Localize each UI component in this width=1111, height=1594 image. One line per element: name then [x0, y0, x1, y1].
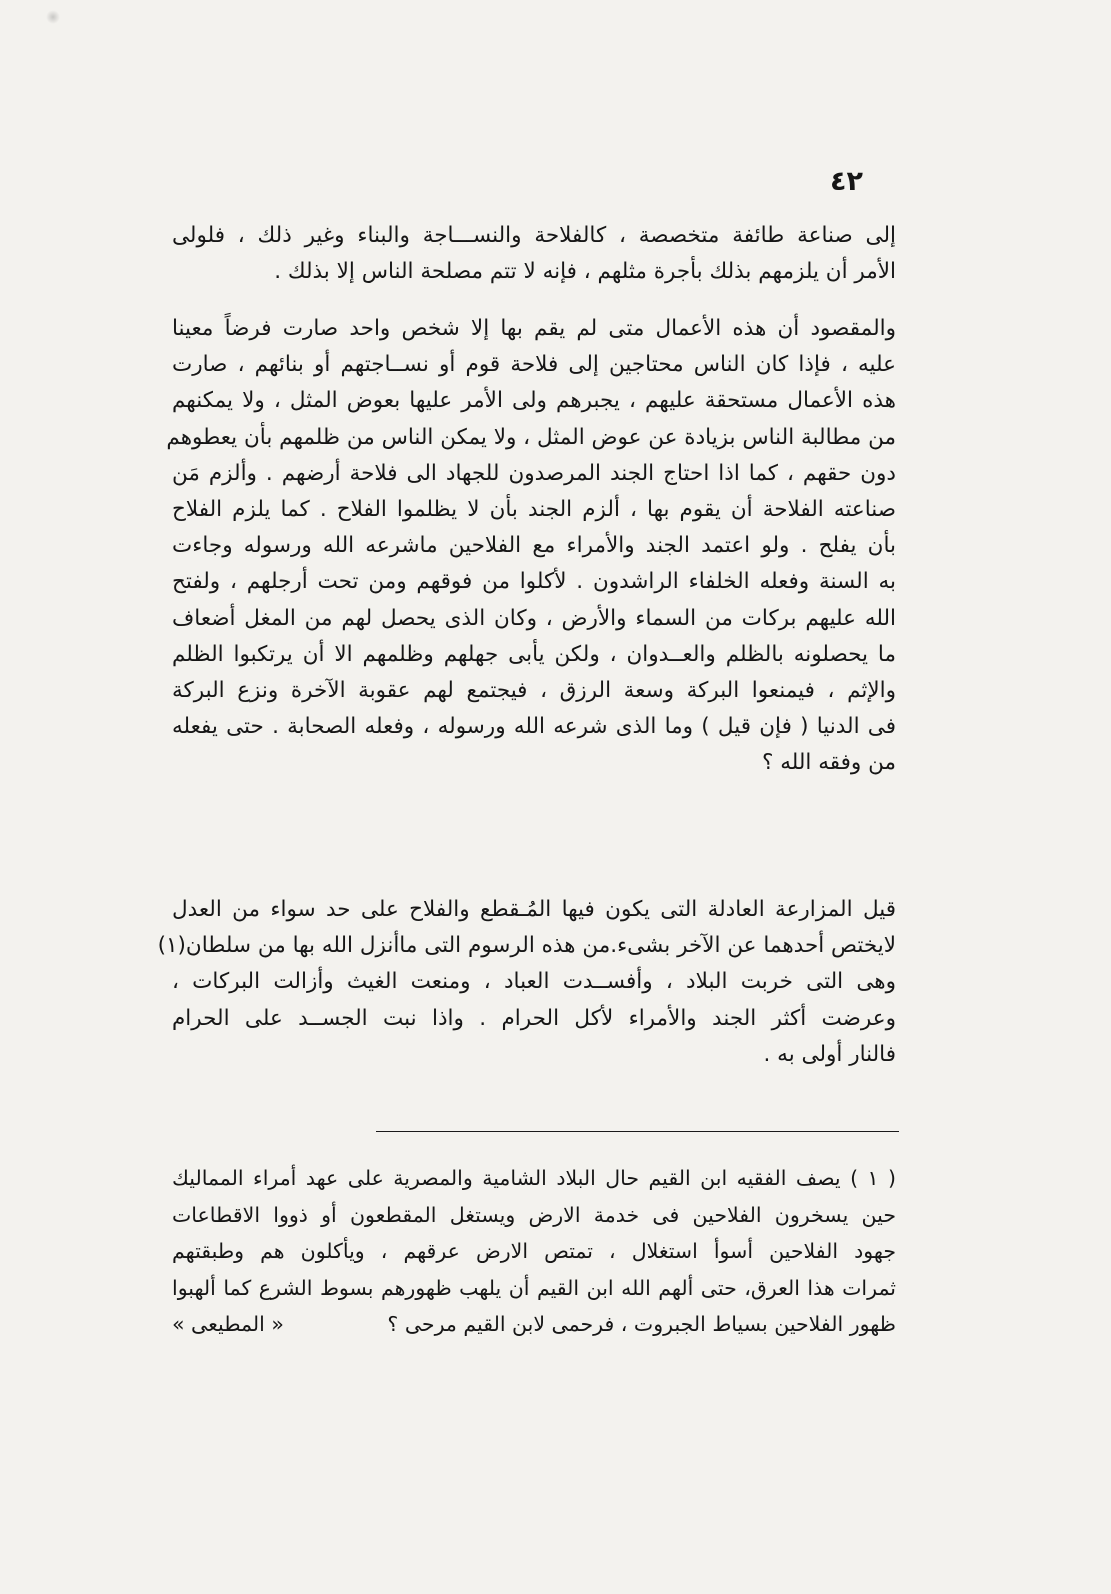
text-line: من مطالبة الناس بزيادة عن عوض المثل ، ولا يمكن الناس من ظلمهم بأن يعطوهم: [166, 424, 896, 450]
footnote-line: ظهور الفلاحين بسياط الجبروت ، فرحمى لابن القيم مرحى ؟: [387, 1312, 896, 1337]
footnote-line: ( ١ ) يصف الفقيه ابن القيم حال البلاد الشامية والمصرية على عهد أمراء المماليك: [172, 1166, 897, 1190]
text-line: إلى صناعة طائفة متخصصة ، كالفلاحة والنســـاجة والبناء وغير ذلك ، فلولى: [172, 223, 896, 248]
text-line: وعرضت أكثر الجند والأمراء لأكل الحرام . واذا نبت الجســد على الحرام: [172, 1005, 896, 1031]
text-line: الله عليهم بركات من السماء والأرض ، وكان الذى يحصل لهم من المغل أضعاف: [172, 605, 896, 631]
footnote-line: حين يسخرون الفلاحين فى خدمة الارض ويستغل المقطعون أو ذووا الاقطاعات: [172, 1202, 896, 1227]
footnote: [172, 1160, 896, 1343]
text-line: عليه ، فإذا كان الناس محتاجين إلى فلاحة قوم أو نســاجتهم أو بنائهم ، صارت: [172, 352, 896, 378]
text-line: من وفقه الله ؟: [761, 750, 896, 776]
text-line: بأن يفلح . ولو اعتمد الجند والأمراء مع الفلاحين ماشرعه الله ورسوله وجاءت: [172, 533, 896, 559]
footnote-last-line: [172, 1306, 896, 1343]
footnote-line: جهود الفلاحين أسوأ استغلال ، تمتص الارض عرقهم ، ويأكلون هم وطبقتهم: [172, 1239, 896, 1264]
text-line: وهى التى خربت البلاد ، وأفســدت العباد ، ومنعت الغيث وأزالت البركات ،: [172, 969, 896, 995]
text-line: والمقصود أن هذه الأعمال متى لم يقم بها إلا شخص واحد صارت فرضاً معينا: [172, 316, 896, 341]
text-line: دون حقهم ، كما اذا احتاج الجند المرصدون للجهاد الى فلاحة أرضهم . وألزم مَن: [172, 460, 896, 486]
footnote-divider: [376, 1131, 899, 1132]
text-line: والإثم ، فيمنعوا البركة وسعة الرزق ، فيجتمع لهم عقوبة الآخرة ونزع البركة: [172, 678, 896, 704]
footnote-line: ثمرات هذا العرق، حتى ألهم الله ابن القيم أن يلهب ظهورهم بسوط الشرع كما ألهبوا: [172, 1275, 896, 1300]
text-line: فالنار أولى به .: [763, 1041, 896, 1067]
text-line: صناعته الفلاحة أن يقوم بها ، ألزم الجند بأن لا يظلموا الفلاح . كما يلزم الفلاح: [172, 497, 896, 523]
text-line: ما يحصلونه بالظلم والعــدوان ، ولكن يأبى جهلهم وظلمهم الا أن يرتكبوا الظلم: [172, 641, 896, 667]
paragraph-1: [172, 218, 896, 290]
page-number: ٤٢: [830, 166, 863, 197]
text-line: الأمر أن يلزمهم بذلك بأجرة مثلهم ، فإنه لا تتم مصلحة الناس إلا بذلك .: [274, 259, 896, 285]
paragraph-3: [157, 892, 896, 1073]
text-line: لايختص أحدهما عن الآخر بشىء.من هذه الرسوم التى ماأنزل الله بها من سلطان(١): [157, 933, 896, 959]
footnote-signature: « المطيعى »: [172, 1312, 284, 1337]
text-line: هذه الأعمال مستحقة عليهم ، يجبرهم ولى الأمر عليها بعوض المثل ، ولا يمكنهم: [172, 388, 896, 414]
text-line: به السنة وفعله الخلفاء الراشدون . لأكلوا من فوقهم ومن تحت أرجلهم ، ولفتح: [172, 569, 896, 595]
text-line: فى الدنيا ( فإن قيل ) وما الذى شرعه الله ورسوله ، وفعله الصحابة . حتى يفعله: [172, 714, 896, 740]
paragraph-2: [166, 311, 896, 782]
scan-speck: [46, 10, 60, 24]
text-line: قيل المزارعة العادلة التى يكون فيها المُـقطع والفلاح على حد سواء من العدل: [172, 897, 896, 922]
